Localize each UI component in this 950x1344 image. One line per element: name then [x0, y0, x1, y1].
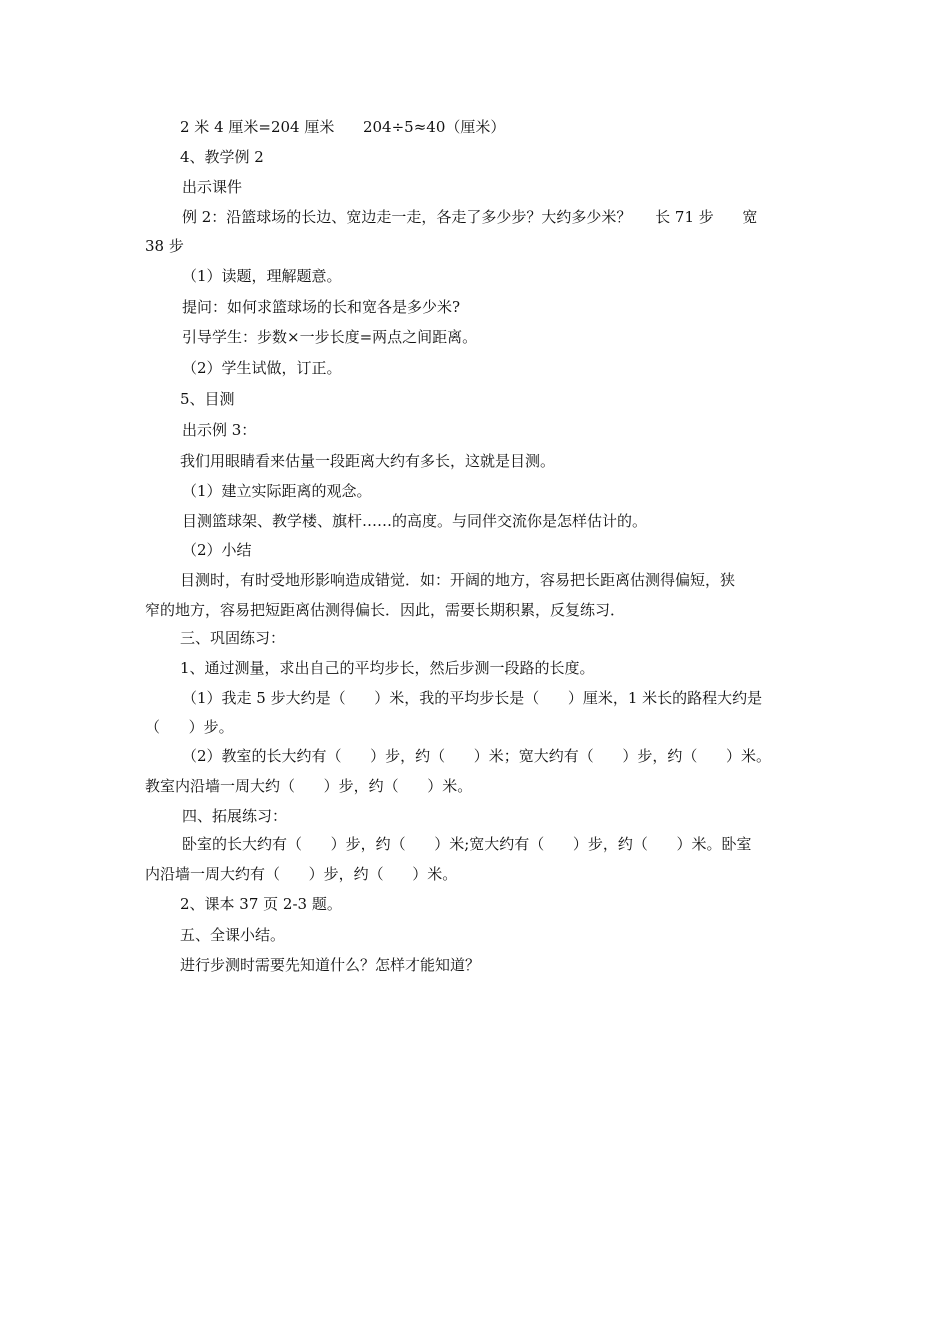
- text-line-4: 例 2：沿篮球场的长边、宽边走一走，各走了多少步？大约多少米？ 长 71 步 宽: [182, 208, 758, 226]
- text-line-14: 目测篮球架、教学楼、旗杆……的高度。与同伴交流你是怎样估计的。: [182, 512, 648, 530]
- text-line-22: （2）教室的长大约有（ ）步，约（ ）米；宽大约有（ ）步，约（ ）米。: [182, 747, 771, 765]
- text-line-10: 5、目测: [180, 390, 235, 408]
- text-line-28: 五、全课小结。: [180, 926, 286, 944]
- text-line-1: 2 米 4 厘米=204 厘米 204÷5≈40（厘米）: [180, 118, 506, 136]
- text-line-6: （1）读题，理解题意。: [182, 267, 342, 285]
- text-line-26: 内沿墙一周大约有（ ）步，约（ ）米。: [145, 865, 458, 883]
- text-line-11: 出示例 3：: [182, 421, 257, 439]
- text-line-25: 卧室的长大约有（ ）步，约（ ）米;宽大约有（ ）步，约（ ）米。卧室: [182, 835, 752, 853]
- text-line-13: （1）建立实际距离的观念。: [182, 482, 372, 500]
- text-line-18: 三、巩固练习：: [180, 629, 286, 647]
- text-line-9: （2）学生试做，订正。: [182, 359, 342, 377]
- text-line-20: （1）我走 5 步大约是（ ）米，我的平均步长是（ ）厘米，1 米长的路程大约是: [182, 689, 763, 707]
- text-line-5: 38 步: [145, 237, 184, 255]
- text-line-12: 我们用眼睛看来估量一段距离大约有多长，这就是目测。: [180, 452, 556, 470]
- text-line-3: 出示课件: [182, 178, 243, 196]
- text-line-23: 教室内沿墙一周大约（ ）步，约（ ）米。: [145, 777, 473, 795]
- text-line-24: 四、拓展练习：: [182, 807, 288, 825]
- text-line-7: 提问：如何求篮球场的长和宽各是多少米?: [182, 298, 461, 316]
- text-line-17: 窄的地方，容易把短距离估测得偏长．因此，需要长期积累，反复练习．: [145, 601, 626, 619]
- text-line-19: 1、通过测量，求出自己的平均步长，然后步测一段路的长度。: [180, 659, 595, 677]
- text-line-16: 目测时，有时受地形影响造成错觉．如：开阔的地方，容易把长距离估测得偏短，狭: [180, 571, 736, 589]
- text-line-21: （ ）步。: [145, 718, 234, 736]
- text-line-8: 引导学生：步数×一步长度=两点之间距离。: [182, 328, 478, 346]
- text-line-15: （2）小结: [182, 541, 252, 559]
- text-line-29: 进行步测时需要先知道什么？怎样才能知道？: [180, 956, 481, 974]
- text-line-2: 4、教学例 2: [180, 148, 264, 166]
- text-line-27: 2、课本 37 页 2-3 题。: [180, 895, 342, 913]
